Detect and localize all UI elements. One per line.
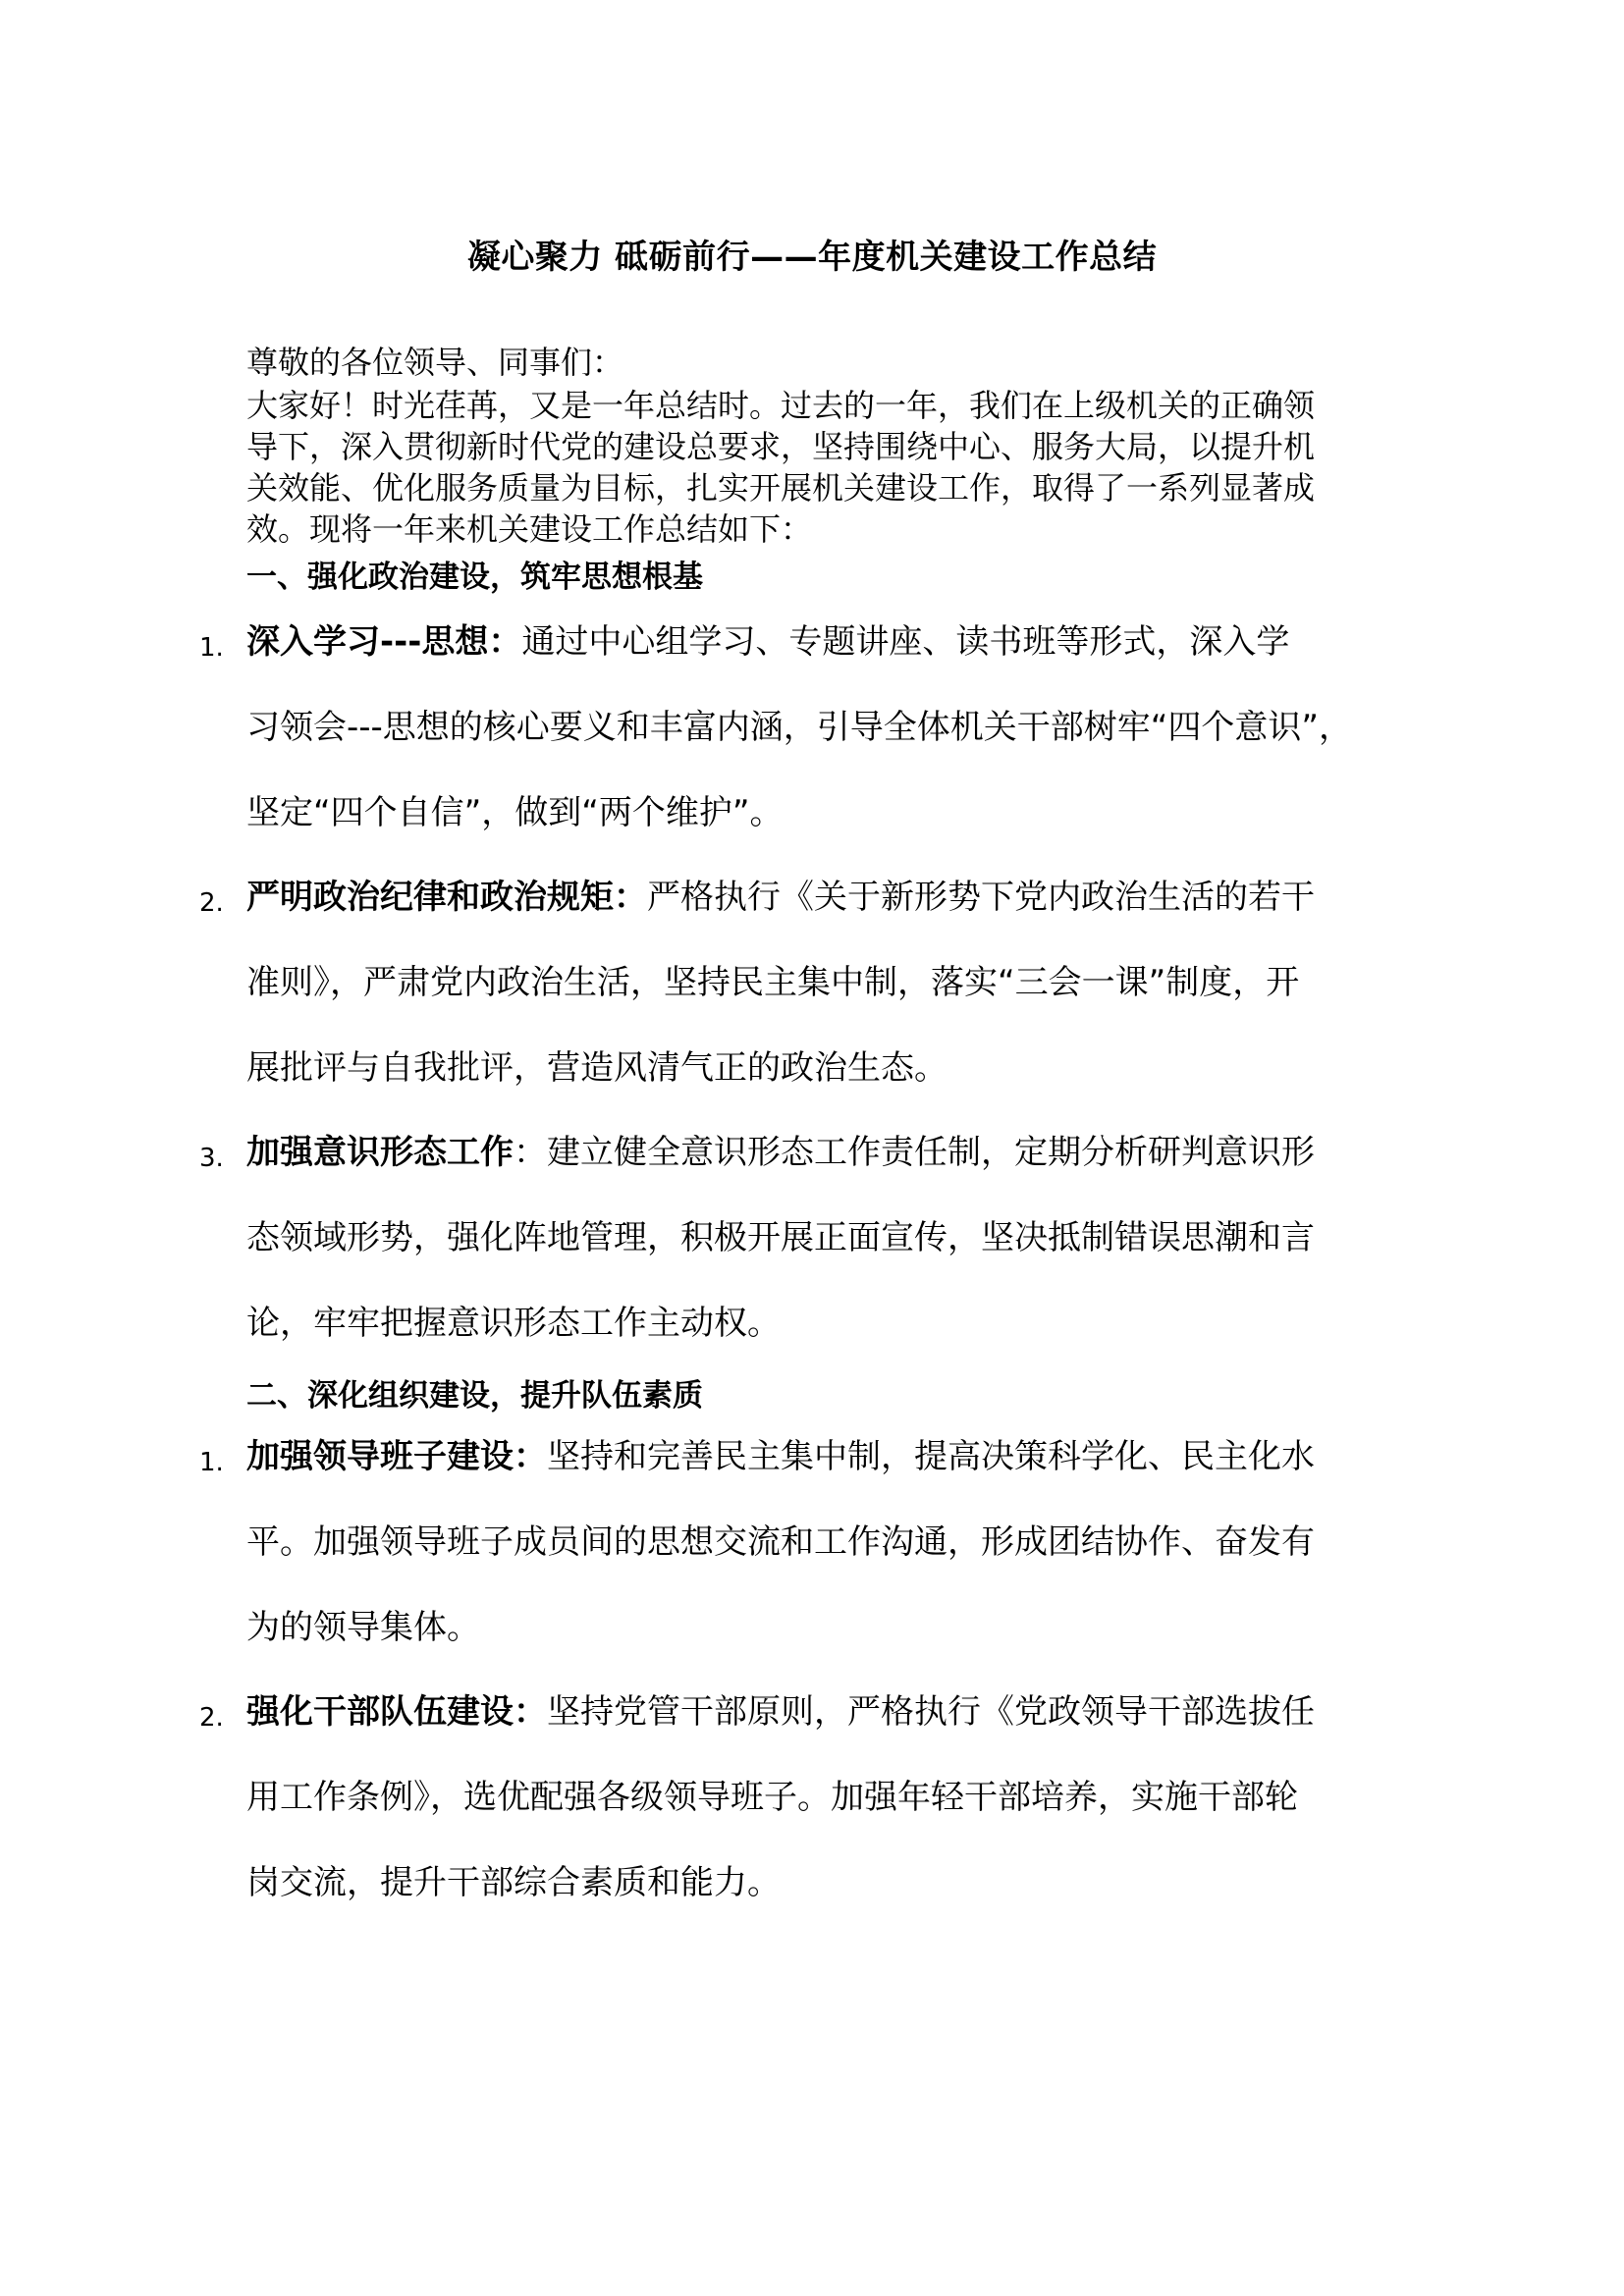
intro-line: 效。现将一年来机关建设工作总结如下： <box>246 510 813 548</box>
intro-line: 大家好！时光荏苒，又是一年总结时。过去的一年，我们在上级机关的正确领 <box>246 387 1316 424</box>
item-line: 为的领导集体。 <box>246 1608 480 1647</box>
item-line <box>246 868 1425 953</box>
item-lead: 深入学习---思想： <box>246 622 522 662</box>
item-line: 论，牢牢把握意识形态工作主动权。 <box>246 1304 781 1343</box>
list-item <box>199 868 1425 1124</box>
intro-line: 关效能、优化服务质量为目标，扎实开展机关建设工作，取得了一系列显著成 <box>246 469 1316 507</box>
list-number: 2. <box>199 1703 224 1733</box>
list-item <box>199 613 1425 869</box>
intro-line: 导下，深入贯彻新时代党的建设总要求，坚持围绕中心、服务大局，以提升机 <box>246 428 1316 465</box>
item-line <box>246 1682 1425 1768</box>
list-item <box>199 1682 1425 1939</box>
item-line: 岗交流，提升干部综合素质和能力。 <box>246 1863 781 1902</box>
item-text: 通过中心组学习、专题讲座、读书班等形式，深入学 <box>521 622 1290 662</box>
list-number: 1. <box>199 633 224 663</box>
list-number: 2. <box>199 888 224 918</box>
document-title: 凝心聚力 砥砺前行——年度机关建设工作总结 <box>466 238 1158 277</box>
item-lead: 严明政治纪律和政治规矩： <box>246 878 647 917</box>
list-item <box>199 1427 1425 1683</box>
greeting: 尊敬的各位领导、同事们： <box>246 344 624 381</box>
item-line: 习领会---思想的核心要义和丰富内涵，引导全体机关干部树牢“四个意识”， <box>246 708 1353 747</box>
item-line: 态领域形势，强化阵地管理，积极开展正面宣传，坚决抵制错误思潮和言 <box>246 1218 1315 1257</box>
list-item <box>199 1123 1425 1379</box>
list-number: 1. <box>199 1448 224 1477</box>
item-line <box>246 613 1425 698</box>
item-text: 坚持和完善民主集中制，提高决策科学化、民主化水 <box>547 1437 1315 1476</box>
section-heading-organization: 二、深化组织建设，提升队伍素质 <box>246 1378 703 1414</box>
item-lead: 加强意识形态工作 <box>246 1133 514 1172</box>
item-line: 用工作条例》，选优配强各级领导班子。加强年轻干部培养，实施干部轮 <box>246 1778 1298 1817</box>
item-lead: 加强领导班子建设： <box>246 1437 547 1476</box>
item-line: 展批评与自我批评，营造风清气正的政治生态。 <box>246 1048 947 1088</box>
item-text: ：建立健全意识形态工作责任制，定期分析研判意识形 <box>514 1133 1315 1172</box>
item-text: 严格执行《关于新形势下党内政治生活的若干 <box>647 878 1315 917</box>
item-line: 平。加强领导班子成员间的思想交流和工作沟通，形成团结协作、奋发有 <box>246 1522 1315 1562</box>
item-line: 准则》，严肃党内政治生活，坚持民主集中制，落实“三会一课”制度，开 <box>246 963 1300 1002</box>
item-text: 坚持党管干部原则，严格执行《党政领导干部选拔任 <box>547 1692 1315 1732</box>
intro-paragraph <box>246 385 1385 550</box>
item-line <box>246 1123 1425 1208</box>
item-lead: 强化干部队伍建设： <box>246 1692 547 1732</box>
section-heading-political: 一、强化政治建设，筑牢思想根基 <box>246 560 703 595</box>
item-line <box>246 1427 1425 1513</box>
list-number: 3. <box>199 1144 224 1173</box>
item-line: 坚定“四个自信”，做到“两个维护”。 <box>246 793 784 832</box>
